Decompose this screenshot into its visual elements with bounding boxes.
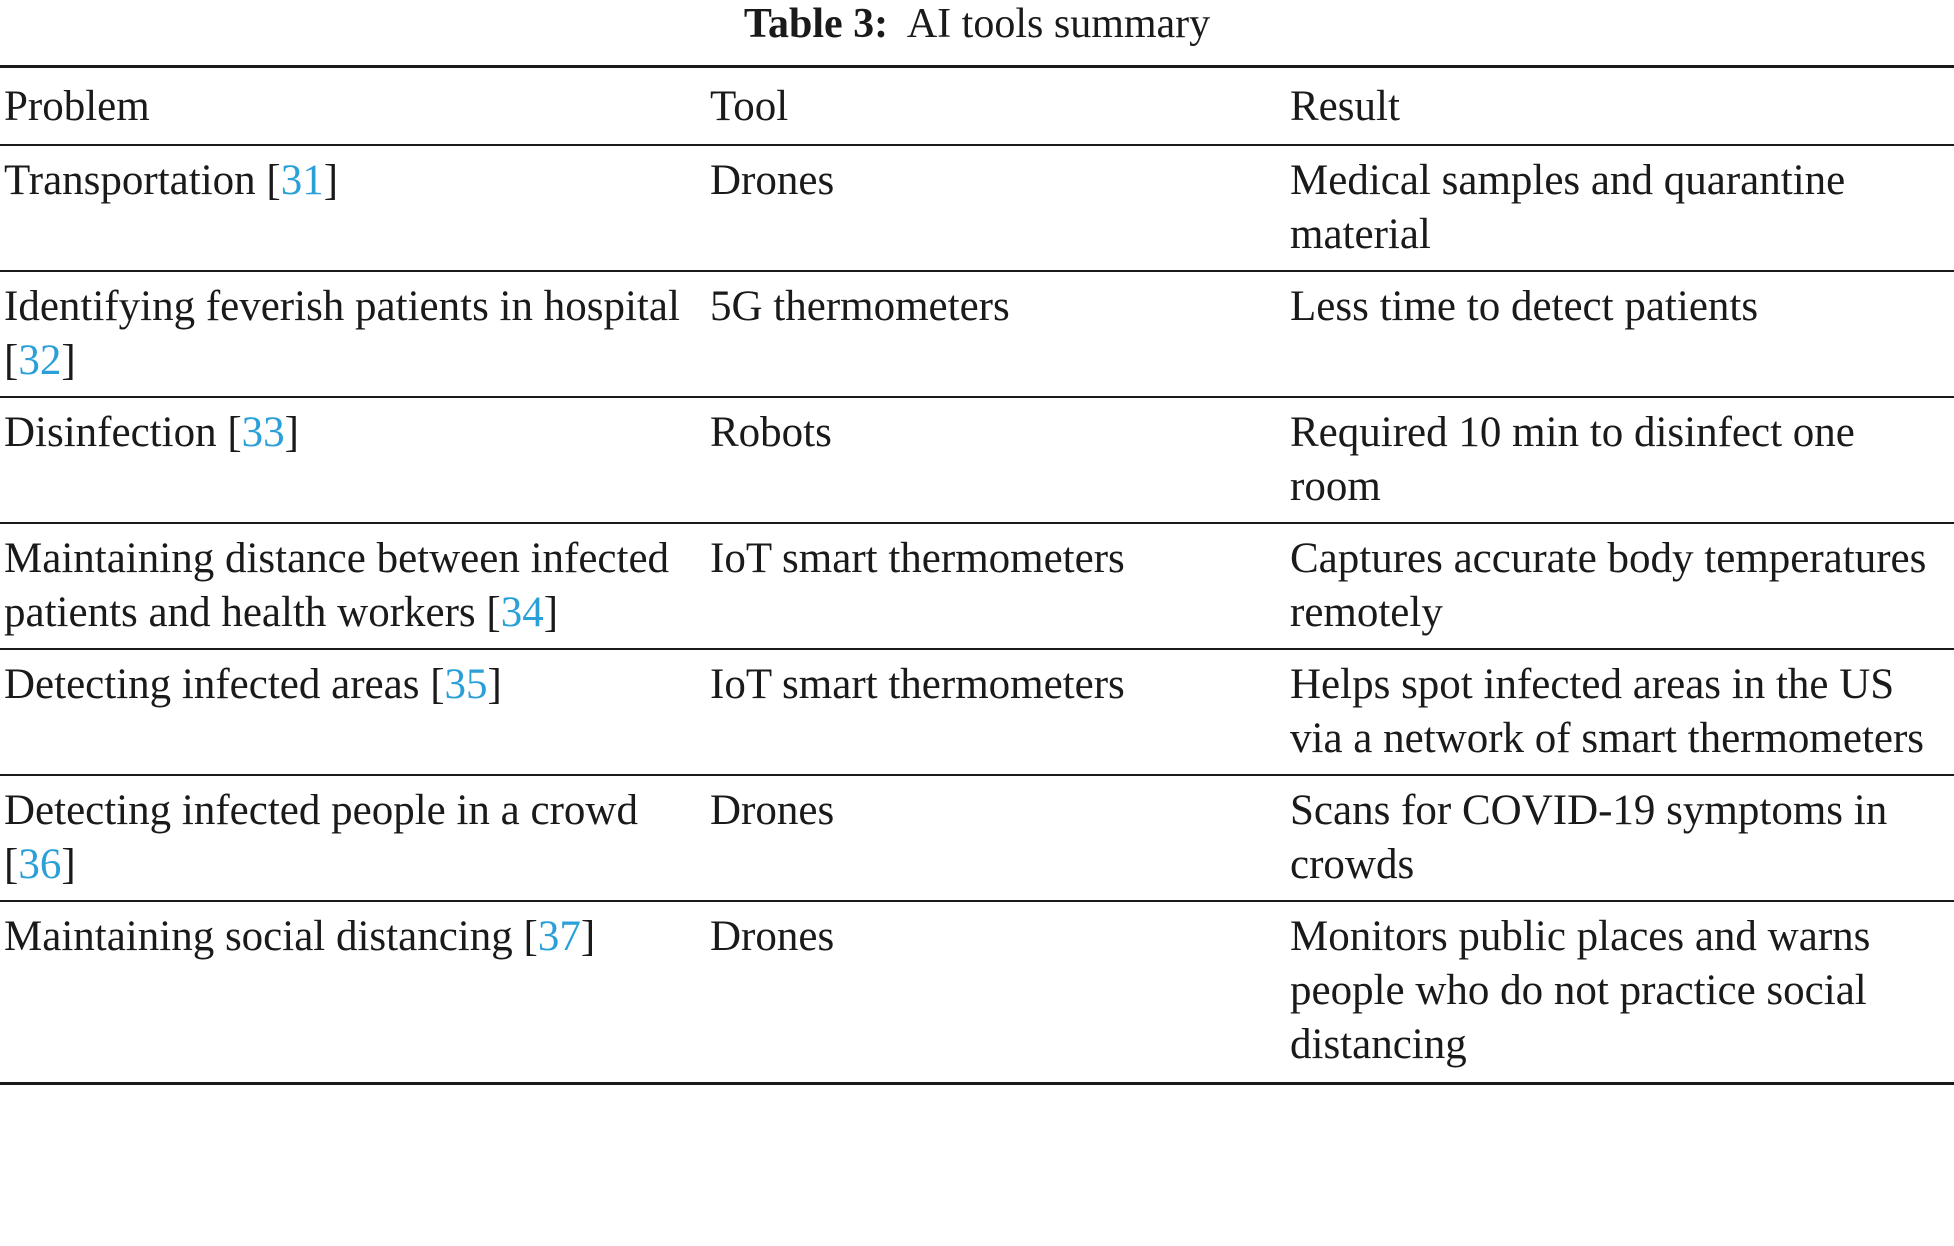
problem-cell: Maintaining social distancing [37] bbox=[0, 901, 710, 1084]
problem-text: Disinfection bbox=[4, 409, 217, 456]
table-caption-label: Table 3: bbox=[743, 1, 889, 47]
problem-cell: Maintaining distance between infected patients and health workers [34] bbox=[0, 523, 710, 649]
problem-cell: Identifying feverish patients in hospital [32] bbox=[0, 271, 710, 397]
problem-text: Maintaining social distancing bbox=[4, 913, 513, 960]
reference-link[interactable]: 36 bbox=[18, 841, 62, 888]
tool-cell: IoT smart thermometers bbox=[710, 649, 1290, 775]
result-cell: Captures accurate body temperatures remotely bbox=[1290, 523, 1954, 649]
problem-text: Identifying feverish patients in hospital bbox=[4, 283, 680, 330]
problem-text: Detecting infected people in a crowd bbox=[4, 787, 638, 834]
problem-cell: Detecting infected people in a crowd [36] bbox=[0, 775, 710, 901]
problem-text: Transportation bbox=[4, 157, 256, 204]
table-row bbox=[0, 397, 1954, 523]
tool-cell: Drones bbox=[710, 901, 1290, 1084]
result-cell: Scans for COVID-19 symptoms in crowds bbox=[1290, 775, 1954, 901]
problem-text: Detecting infected areas bbox=[4, 661, 420, 708]
ai-tools-summary-table bbox=[0, 65, 1954, 1085]
header-row bbox=[0, 67, 1954, 146]
reference-link[interactable]: 35 bbox=[444, 661, 488, 708]
result-cell: Helps spot infected areas in the US via a network of smart thermometers bbox=[1290, 649, 1954, 775]
reference-link[interactable]: 32 bbox=[18, 337, 62, 384]
table-row bbox=[0, 145, 1954, 271]
header-problem: Problem bbox=[0, 67, 710, 146]
result-cell: Monitors public places and warns people who do not practice social distancing bbox=[1290, 901, 1954, 1084]
table-body bbox=[0, 145, 1954, 1084]
result-cell: Required 10 min to disinfect one room bbox=[1290, 397, 1954, 523]
reference-link[interactable]: 33 bbox=[241, 409, 285, 456]
header-tool: Tool bbox=[710, 67, 1290, 146]
tool-cell: IoT smart thermometers bbox=[710, 523, 1290, 649]
reference-link[interactable]: 37 bbox=[537, 913, 581, 960]
table-caption-title: AI tools summary bbox=[906, 1, 1211, 47]
table-header bbox=[0, 67, 1954, 146]
table-row bbox=[0, 901, 1954, 1084]
tool-cell: Robots bbox=[710, 397, 1290, 523]
table-row bbox=[0, 523, 1954, 649]
result-cell: Less time to detect patients bbox=[1290, 271, 1954, 397]
table-row bbox=[0, 271, 1954, 397]
table-caption bbox=[0, 0, 1954, 56]
problem-text: Maintaining distance between infected patients and health workers bbox=[4, 535, 670, 636]
reference-link[interactable]: 31 bbox=[280, 157, 324, 204]
tool-cell: 5G thermometers bbox=[710, 271, 1290, 397]
problem-cell: Transportation [31] bbox=[0, 145, 710, 271]
result-cell: Medical samples and quarantine material bbox=[1290, 145, 1954, 271]
header-result: Result bbox=[1290, 67, 1954, 146]
problem-cell: Disinfection [33] bbox=[0, 397, 710, 523]
problem-cell: Detecting infected areas [35] bbox=[0, 649, 710, 775]
table-row bbox=[0, 775, 1954, 901]
tool-cell: Drones bbox=[710, 775, 1290, 901]
table-row bbox=[0, 649, 1954, 775]
reference-link[interactable]: 34 bbox=[500, 589, 544, 636]
tool-cell: Drones bbox=[710, 145, 1290, 271]
